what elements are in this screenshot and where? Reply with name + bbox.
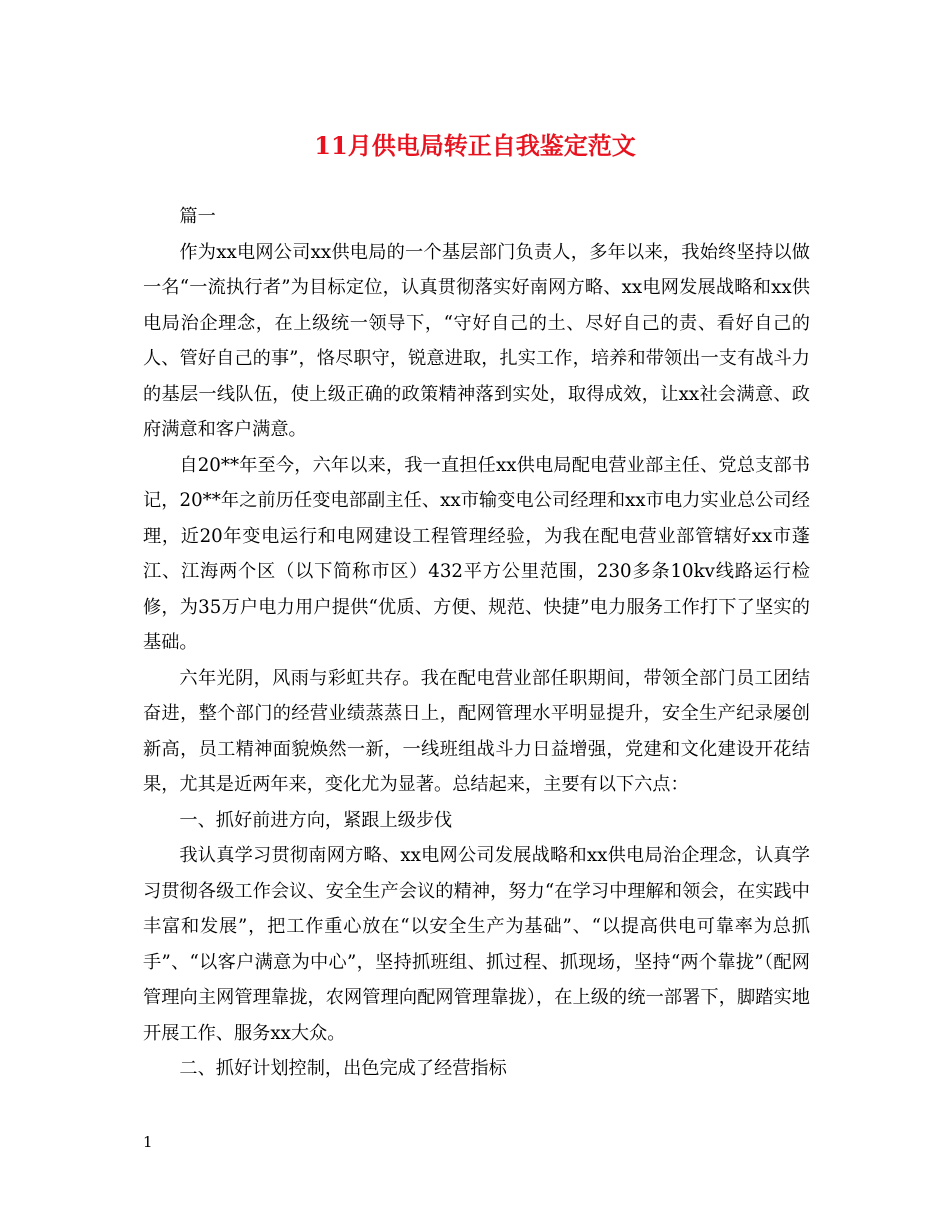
- body-paragraph: 自20**年至今，六年以来，我一直担任xx供电局配电营业部主任、党总支部书记，20**年之前历任变电部副主任、xx市输变电公司经理和xx市电力实业总公司经理，近20年变电运行和电网建设工程管理经验，为我在配电营业部管辖好xx市蓬江、江海两个区（以下简称市区）432平方公里范围，230多条10kv线路运行检修，为35万户电力用户提供“优质、方便、规范、快捷”电力服务工作打下了坚实的基础。: [143, 454, 810, 653]
- section-label: 篇一: [179, 206, 216, 227]
- body-paragraph: 六年光阴，风雨与彩虹共存。我在配电营业部任职期间，带领全部门员工团结奋进，整个部门的经营业绩蒸蒸日上，配网管理水平明显提升，安全生产纪录屡创新高，员工精神面貌焕然一新，一线班组战斗力日益增强，党建和文化建设开花结果，尤其是近两年来，变化尤为显著。总结起来，主要有以下六点：: [143, 667, 810, 795]
- page-title: 11月供电局转正自我鉴定范文: [314, 131, 636, 160]
- document-body: [143, 199, 810, 1087]
- body-paragraph: 作为xx电网公司xx供电局的一个基层部门负责人，多年以来，我始终坚持以做一名“一流执行者”为目标定位，认真贯彻落实好南网方略、xx电网发展战略和xx供电局治企理念，在上级统一领导下，“守好自己的土、尽好自己的责、看好自己的人、管好自己的事”，恪尽职守，锐意进取，扎实工作，培养和带领出一支有战斗力的基层一线队伍，使上级正确的政策精神落到实处，取得成效，让xx社会满意、政府满意和客户满意。: [143, 241, 810, 440]
- body-paragraph: 我认真学习贯彻南网方略、xx电网公司发展战略和xx供电局治企理念，认真学习贯彻各级工作会议、安全生产会议的精神，努力“在学习中理解和领会，在实践中丰富和发展”，把工作重心放在“以安全生产为基础”、“以提高供电可靠率为总抓手”、“以客户满意为中心”，坚持抓班组、抓过程、抓现场，坚持“两个靠拢”（配网管理向主网管理靠拢，农网管理向配网管理靠拢），在上级的统一部署下，脚踏实地开展工作、服务xx大众。: [143, 845, 810, 1044]
- section-heading: 二、抓好计划控制，出色完成了经营指标: [179, 1058, 507, 1079]
- page-number: 1: [143, 1133, 153, 1151]
- section-heading: 一、抓好前进方向，紧跟上级步伐: [179, 809, 453, 831]
